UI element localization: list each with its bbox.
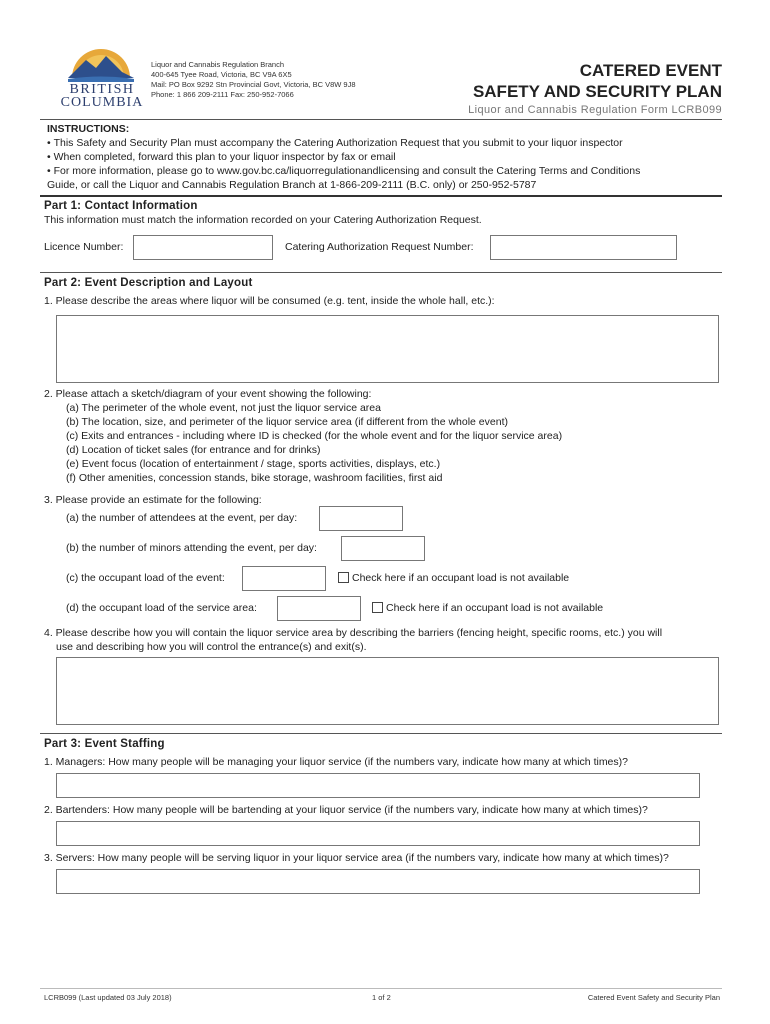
instructions-heading: INSTRUCTIONS:	[47, 123, 130, 135]
managers-question: 1. Managers: How many people will be managing your liquor service (if the numbers vary, indicate how many at which times)?	[44, 756, 628, 768]
part2-heading: Part 2: Event Description and Layout	[44, 277, 253, 289]
barriers-field[interactable]	[56, 657, 719, 725]
instruction-item: • When completed, forward this plan to your liquor inspector by fax or email	[47, 151, 396, 163]
instruction-text: This Safety and Security Plan must accompany the Catering Authorization Request that you submit to your liquor inspector	[53, 137, 623, 149]
logo-text-columbia: COLUMBIA	[60, 95, 144, 110]
licence-number-label: Licence Number:	[44, 241, 124, 253]
event-occupant-load-label: (c) the occupant load of the event:	[66, 572, 225, 584]
managers-field[interactable]	[56, 773, 700, 798]
instruction-text: When completed, forward this plan to your liquor inspector by fax or email	[53, 151, 396, 163]
logo-text-british: BRITISH	[69, 82, 135, 97]
bc-logo	[58, 38, 144, 110]
event-occupant-load-field[interactable]	[242, 566, 326, 591]
part1-note: This information must match the information recorded on your Catering Authorization Request.	[44, 214, 482, 226]
form-title-line2: SAFETY AND SECURITY PLAN	[472, 82, 722, 101]
car-number-label: Catering Authorization Request Number:	[285, 241, 474, 253]
branch-name: Liquor and Cannabis Regulation Branch	[151, 60, 285, 69]
q2-item-d: (d) Location of ticket sales (for entrance and for drinks)	[66, 444, 321, 456]
licence-number-field[interactable]	[133, 235, 273, 260]
branch-mail: Mail: PO Box 9292 Stn Provincial Govt, Victoria, BC V8W 9J8	[151, 80, 356, 89]
event-occupant-load-check-label: Check here if an occupant load is not available	[352, 572, 570, 584]
bartenders-question: 2. Bartenders: How many people will be bartending at your liquor service (if the numbers vary, indicate how many at which times)?	[44, 804, 648, 816]
service-occupant-load-label: (d) the occupant load of the service area:	[66, 602, 257, 614]
bc-sun-mountain-icon	[58, 38, 144, 82]
car-number-field[interactable]	[490, 235, 677, 260]
instruction-item: • For more information, please go to www.gov.bc.ca/liquorregulationandlicensing and consult the Catering Terms and Conditions	[47, 165, 641, 177]
service-occupant-load-checkbox[interactable]	[372, 602, 383, 613]
footer-divider	[40, 988, 722, 989]
attendees-label: (a) the number of attendees at the event, per day:	[66, 512, 298, 524]
q2-item-b: (b) The location, size, and perimeter of the liquor service area (if different from the whole event)	[66, 416, 508, 428]
footer-form-version: LCRB099 (Last updated 03 July 2018)	[44, 993, 172, 1002]
q2-item-e: (e) Event focus (location of entertainment / stage, sports activities, displays, etc.)	[66, 458, 441, 470]
form-number: Liquor and Cannabis Regulation Form LCRB099	[468, 104, 722, 116]
event-occupant-load-checkbox[interactable]	[338, 572, 349, 583]
q2-item-c: (c) Exits and entrances - including where ID is checked (for the whole event and for the liquor service area)	[66, 430, 563, 442]
q2-item-a: (a) The perimeter of the whole event, not just the liquor service area	[66, 402, 381, 414]
bartenders-field[interactable]	[56, 821, 700, 846]
part2-q4-line2: use and describing how you will control the entrance(s) and exit(s).	[56, 641, 367, 653]
instruction-item: • This Safety and Security Plan must accompany the Catering Authorization Request that you submit to your liquor inspector	[47, 137, 623, 149]
part2-q1: 1. Please describe the areas where liquor will be consumed (e.g. tent, inside the whole hall, etc.):	[44, 295, 495, 307]
liquor-areas-field[interactable]	[56, 315, 719, 383]
part1-heading: Part 1: Contact Information	[44, 200, 198, 212]
footer-page-number: 1 of 2	[372, 993, 391, 1002]
instruction-text: For more information, please go to www.gov.bc.ca/liquorregulationandlicensing and consult the Catering Terms and Conditions	[53, 165, 641, 177]
branch-address: 400-645 Tyee Road, Victoria, BC V9A 6X5	[151, 70, 292, 79]
service-occupant-load-field[interactable]	[277, 596, 361, 621]
part2-q2: 2. Please attach a sketch/diagram of your event showing the following:	[44, 388, 372, 400]
minors-label: (b) the number of minors attending the event, per day:	[66, 542, 317, 554]
part2-q4-line1: 4. Please describe how you will contain the liquor service area by describing the barriers (fencing height, specific rooms, etc.) you will	[44, 627, 663, 639]
servers-field[interactable]	[56, 869, 700, 894]
part2-divider	[40, 733, 722, 734]
footer-form-name: Catered Event Safety and Security Plan	[587, 993, 720, 1002]
instructions-box	[40, 120, 722, 197]
q2-item-f: (f) Other amenities, concession stands, bike storage, washroom facilities, first aid	[66, 472, 443, 484]
part2-q3: 3. Please provide an estimate for the following:	[44, 494, 262, 506]
attendees-field[interactable]	[319, 506, 403, 531]
minors-field[interactable]	[341, 536, 425, 561]
part3-heading: Part 3: Event Staffing	[44, 738, 165, 750]
part1-divider	[40, 272, 722, 273]
form-title-line1: CATERED EVENT	[579, 61, 722, 80]
instruction-text-cont: Guide, or call the Liquor and Cannabis Regulation Branch at 1-866-209-2111 (B.C. only) or 250-952-5787	[47, 179, 537, 191]
branch-phone: Phone: 1 866 209-2111 Fax: 250-952-7066	[151, 90, 294, 99]
service-occupant-load-check-label: Check here if an occupant load is not available	[386, 602, 604, 614]
servers-question: 3. Servers: How many people will be serving liquor in your liquor service area (if the numbers vary, indicate how many at which times)?	[44, 852, 669, 864]
